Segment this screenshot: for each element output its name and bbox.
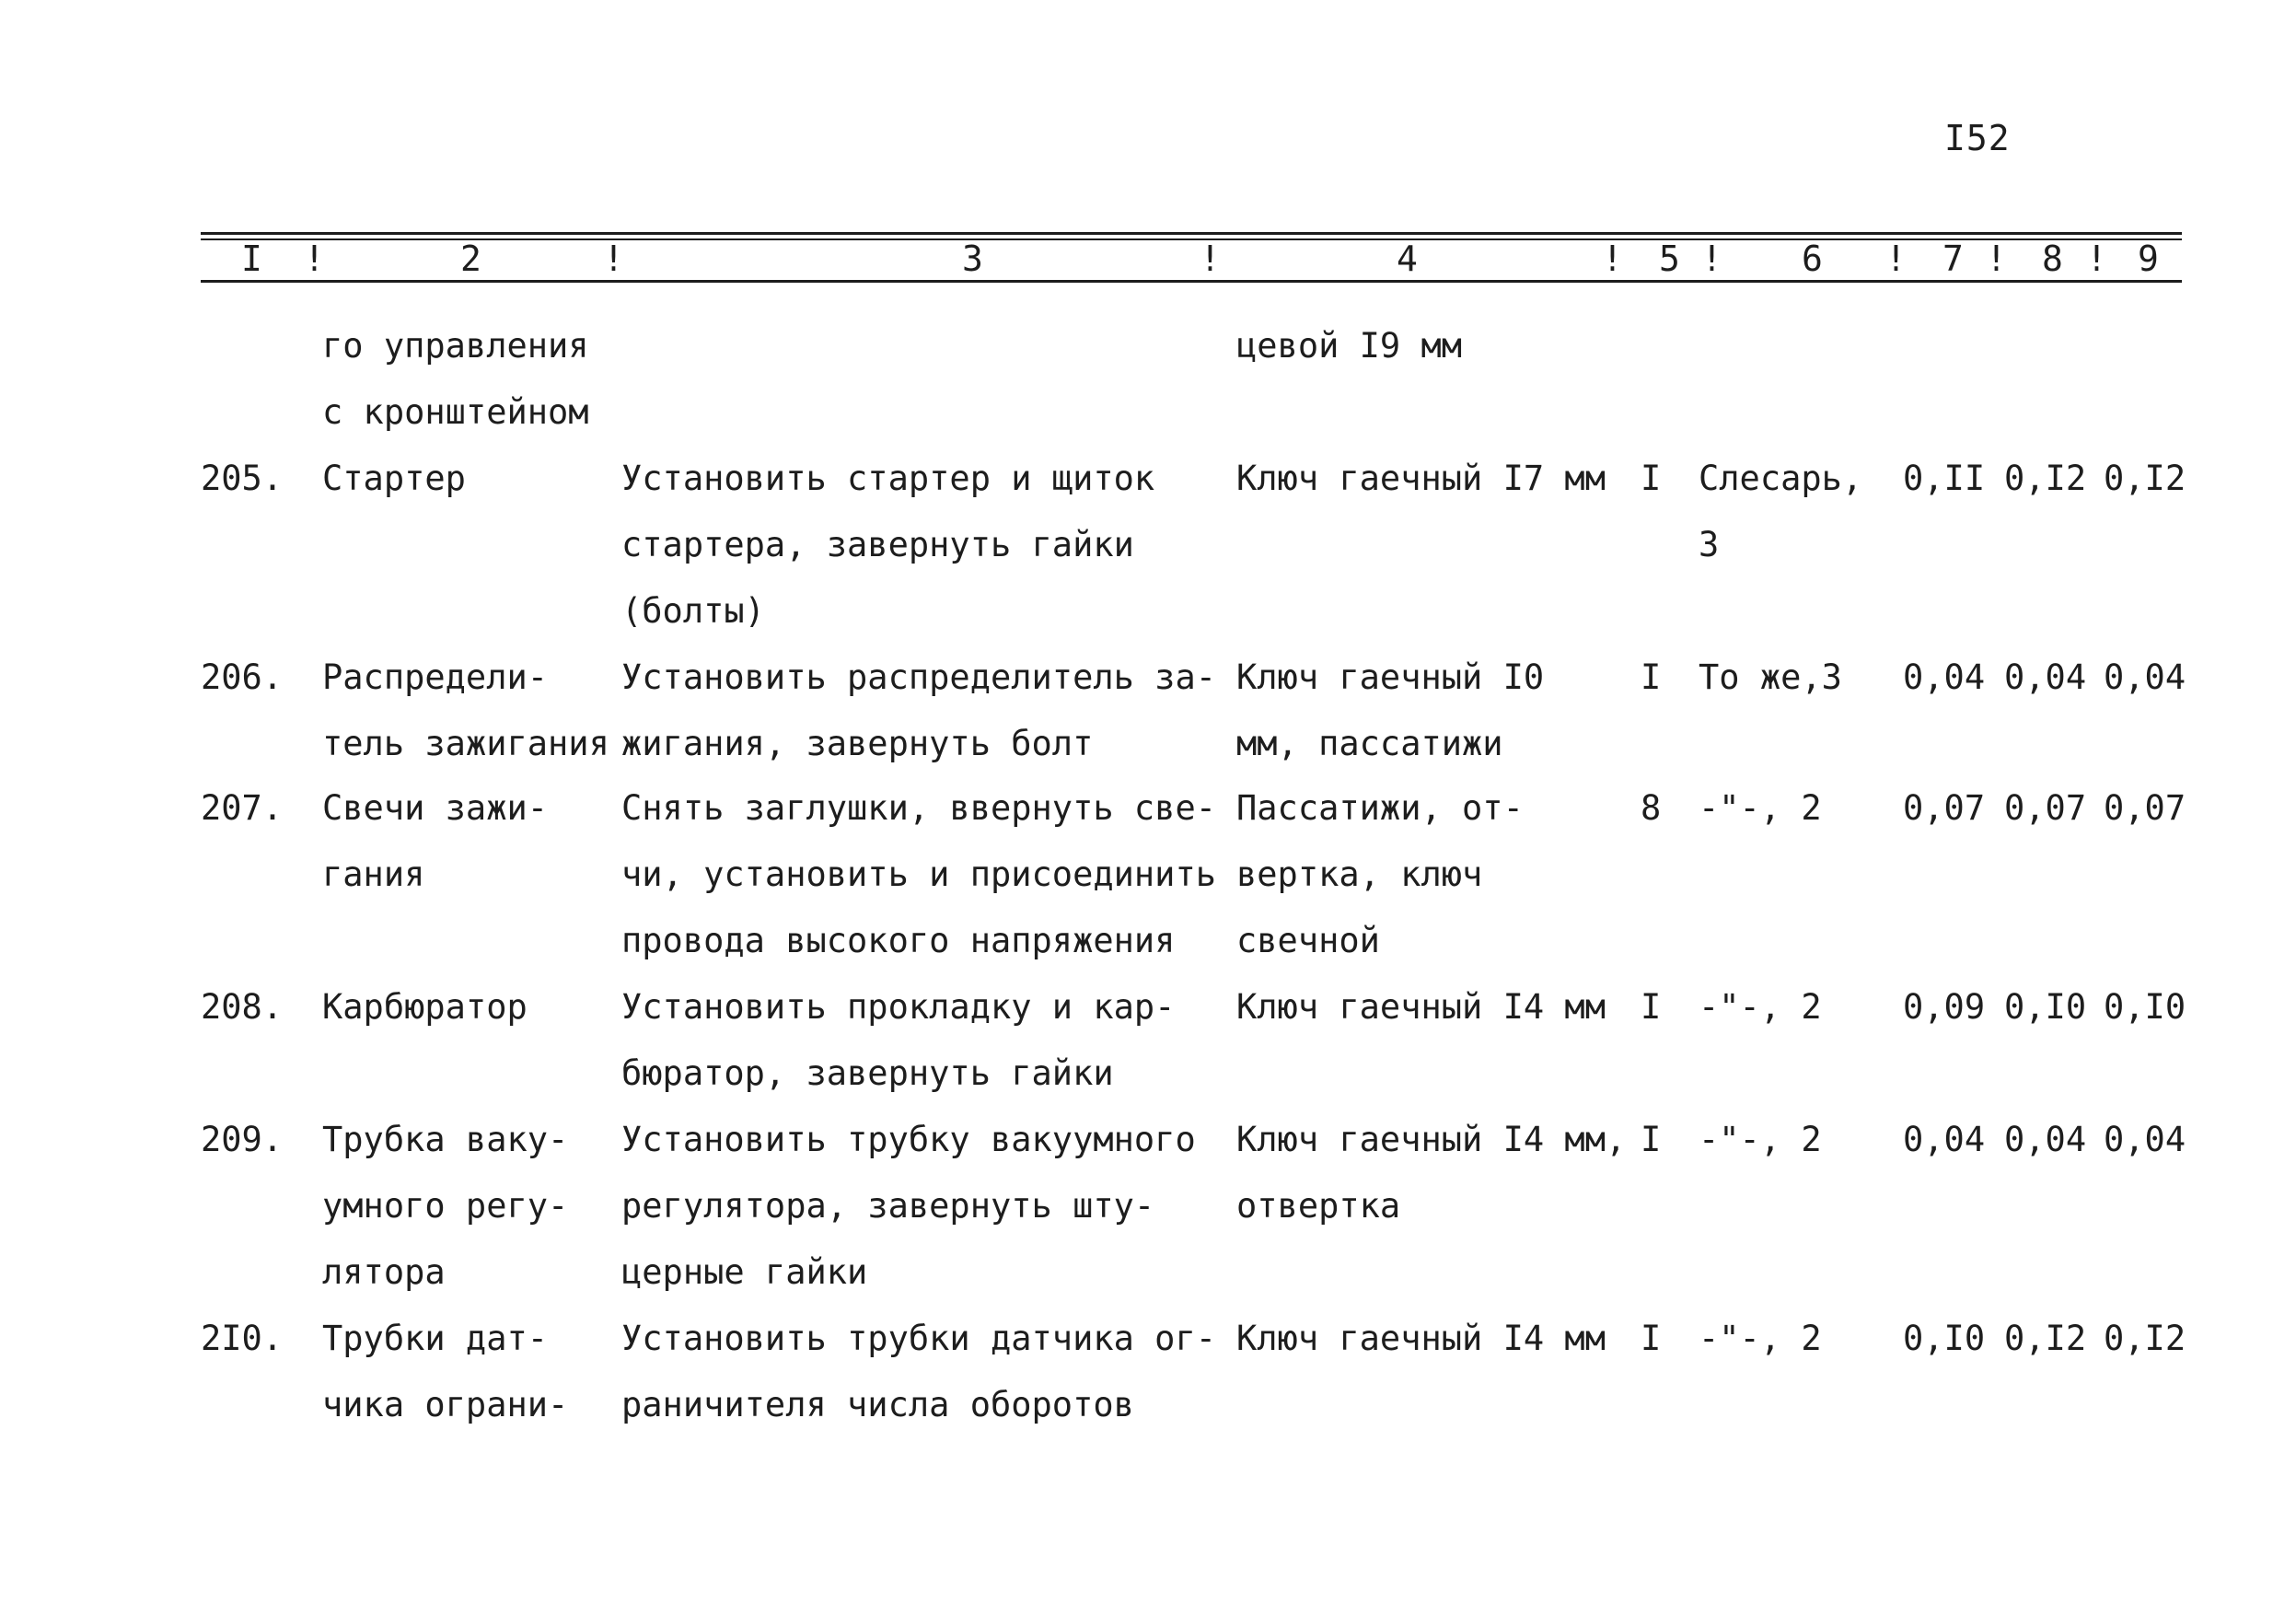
cell-col9: 0,04 <box>2104 1120 2186 1159</box>
cell-col9: 0,I2 <box>2104 459 2186 498</box>
cell-number: 208. <box>201 987 284 1027</box>
cell-name: Трубки дат- чика ограни- <box>322 1319 569 1424</box>
cell-worker: -"-, 2 <box>1699 788 1822 828</box>
header-separator: ! <box>1701 238 1722 279</box>
header-col-1: I <box>241 238 262 279</box>
cell-number: 209. <box>201 1120 284 1159</box>
page-number: I52 <box>1944 118 2011 158</box>
cell-col7: 0,07 <box>1903 788 1986 828</box>
cell-col8: 0,04 <box>2004 657 2087 697</box>
cell-col8: 0,I0 <box>2004 987 2087 1027</box>
cell-name: Трубка ваку- умного регу- лятора <box>322 1120 569 1292</box>
header-col-8: 8 <box>2042 238 2063 279</box>
cell-col7: 0,II <box>1903 459 1986 498</box>
cell-name: го управления с кронштейном <box>322 326 589 432</box>
header-col-3: 3 <box>962 238 983 279</box>
cell-operation: Установить стартер и щиток стартера, завернуть гайки (болты) <box>621 459 1155 631</box>
cell-col9: 0,04 <box>2104 657 2186 697</box>
cell-worker: Слесарь, 3 <box>1699 459 1863 564</box>
cell-quantity: 8 <box>1641 788 1662 828</box>
cell-name: Стартер <box>322 459 466 498</box>
cell-number: 205. <box>201 459 284 498</box>
cell-worker: -"-, 2 <box>1699 1319 1822 1358</box>
cell-col7: 0,09 <box>1903 987 1986 1027</box>
header-separator: ! <box>1986 238 2007 279</box>
cell-tool: Ключ гаечный I0 мм, пассатижи <box>1236 657 1545 763</box>
header-col-9: 9 <box>2138 238 2159 279</box>
cell-quantity: I <box>1641 657 1662 697</box>
cell-number: 206. <box>201 657 284 697</box>
cell-quantity: I <box>1641 1120 1662 1159</box>
header-separator: ! <box>603 238 624 279</box>
header-separator: ! <box>304 238 325 279</box>
cell-col7: 0,04 <box>1903 1120 1986 1159</box>
header-col-7: 7 <box>1942 238 1964 279</box>
header-separator: ! <box>2086 238 2107 279</box>
cell-number: 207. <box>201 788 284 828</box>
cell-col9: 0,I2 <box>2104 1319 2186 1358</box>
cell-quantity: I <box>1641 987 1662 1027</box>
header-col-4: 4 <box>1397 238 1418 279</box>
header-col-5: 5 <box>1659 238 1680 279</box>
header-rule-top <box>201 232 2182 235</box>
cell-tool: Ключ гаечный I7 мм <box>1236 459 1606 498</box>
cell-col8: 0,I2 <box>2004 459 2087 498</box>
cell-name: Карбюратор <box>322 987 528 1027</box>
cell-tool: Пассатижи, от- вертка, ключ свечной <box>1236 788 1524 960</box>
cell-worker: -"-, 2 <box>1699 987 1822 1027</box>
cell-col8: 0,04 <box>2004 1120 2087 1159</box>
cell-col9: 0,I0 <box>2104 987 2186 1027</box>
cell-name: Распредели- тель зажигания <box>322 657 609 763</box>
header-col-6: 6 <box>1802 238 1823 279</box>
header-separator: ! <box>1885 238 1907 279</box>
cell-quantity: I <box>1641 459 1662 498</box>
cell-tool: Ключ гаечный I4 мм <box>1236 987 1606 1027</box>
cell-operation: Установить распределитель за- жигания, завернуть болт <box>621 657 1217 763</box>
cell-operation: Установить трубку вакуумного регулятора, завернуть шту- церные гайки <box>621 1120 1196 1292</box>
cell-operation: Установить прокладку и кар- бюратор, завернуть гайки <box>621 987 1176 1093</box>
cell-operation: Установить трубки датчика ог- раничителя числа оборотов <box>621 1319 1217 1424</box>
cell-name: Свечи зажи- гания <box>322 788 549 894</box>
cell-col9: 0,07 <box>2104 788 2186 828</box>
cell-tool: Ключ гаечный I4 мм <box>1236 1319 1606 1358</box>
cell-quantity: I <box>1641 1319 1662 1358</box>
cell-worker: -"-, 2 <box>1699 1120 1822 1159</box>
header-separator: ! <box>1200 238 1221 279</box>
cell-col7: 0,04 <box>1903 657 1986 697</box>
cell-number: 2I0. <box>201 1319 284 1358</box>
cell-worker: То же,3 <box>1699 657 1842 697</box>
header-rule-bottom <box>201 280 2182 283</box>
cell-col7: 0,I0 <box>1903 1319 1986 1358</box>
cell-tool: Ключ гаечный I4 мм, отвертка <box>1236 1120 1627 1226</box>
cell-col8: 0,I2 <box>2004 1319 2087 1358</box>
cell-tool: цевой I9 мм <box>1236 326 1463 366</box>
header-separator: ! <box>1602 238 1623 279</box>
cell-col8: 0,07 <box>2004 788 2087 828</box>
header-col-2: 2 <box>460 238 481 279</box>
cell-operation: Снять заглушки, ввернуть све- чи, установить и присоединить провода высокого напряжения <box>621 788 1217 960</box>
